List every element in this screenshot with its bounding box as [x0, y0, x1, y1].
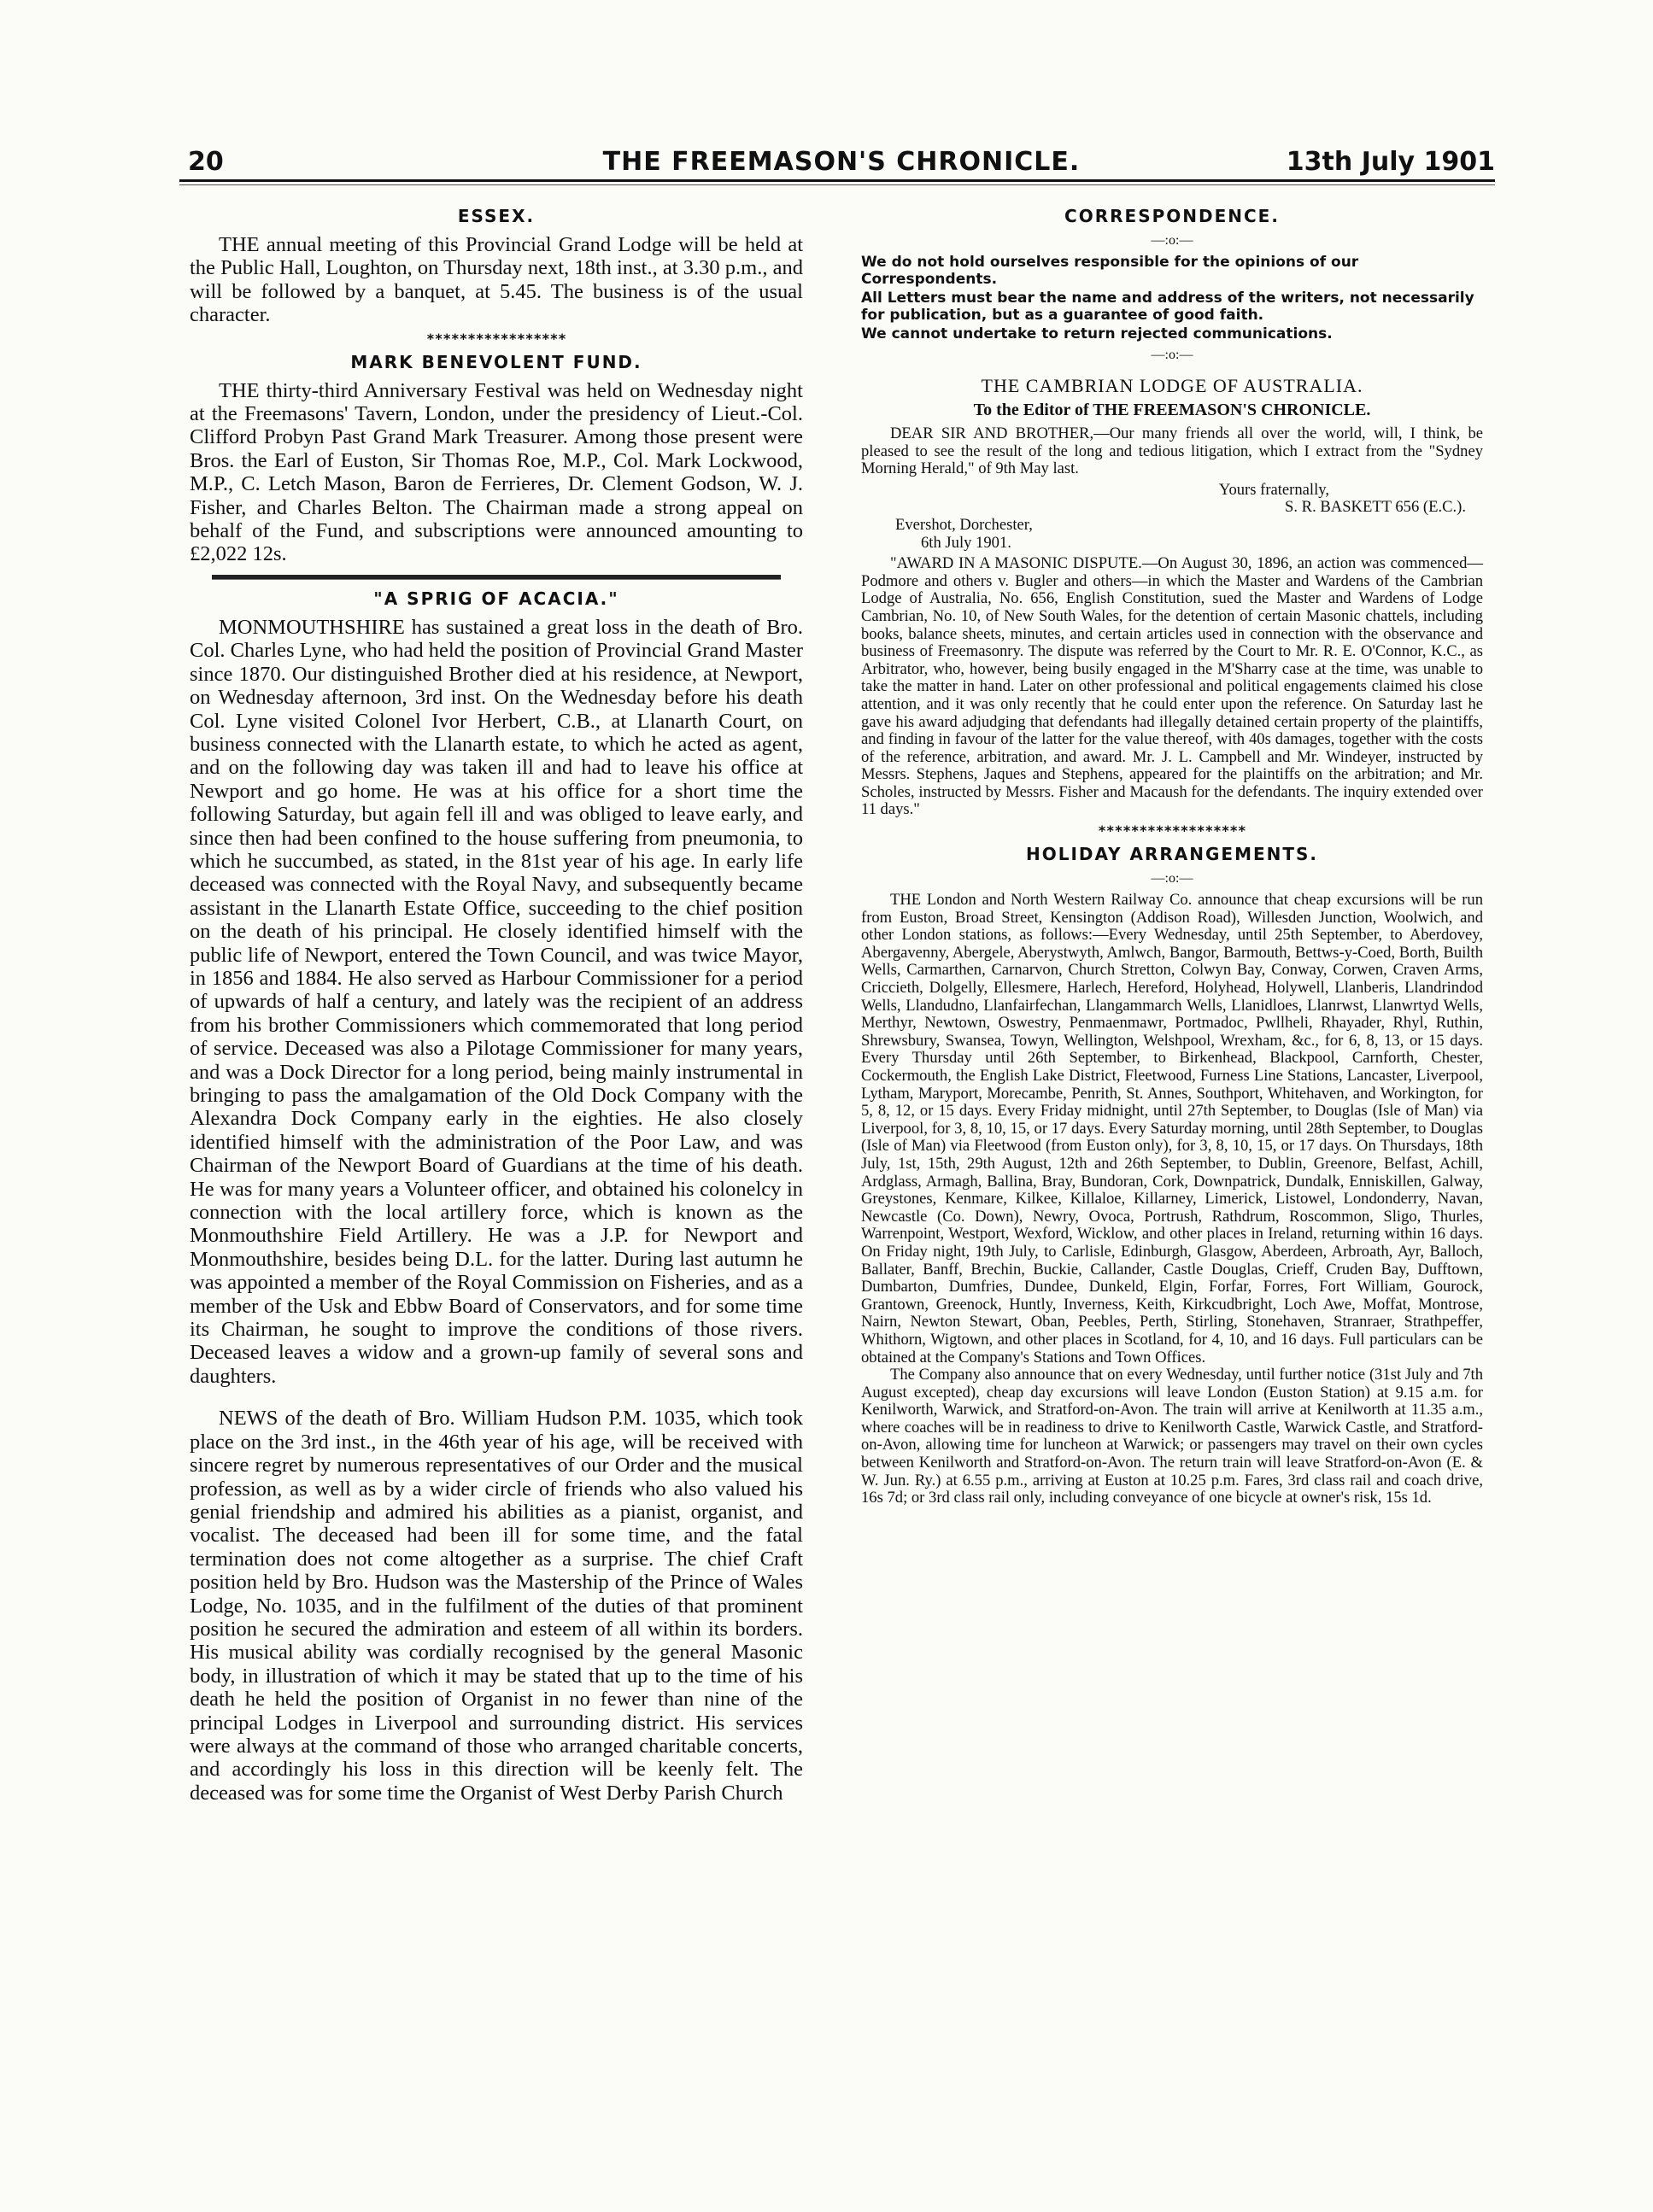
ornament-separator: —:o:— — [1151, 871, 1193, 887]
ornament-separator: —:o:— — [1151, 348, 1193, 362]
publication-title: THE FREEMASON'S CHRONICLE. — [602, 147, 1081, 177]
letter-addressee: To the Editor of THE FREEMASON'S CHRONICLE. — [973, 401, 1371, 419]
letter-title: THE CAMBRIAN LODGE OF AUSTRALIA. — [981, 375, 1363, 396]
letter-address: Evershot, Dorchester, — [895, 515, 1033, 534]
letter-salutation: DEAR SIR AND BROTHER,— — [890, 424, 1110, 442]
letter-date: 6th July 1901. — [921, 533, 1011, 552]
mark-fund-body: THE thirty-third Anniversary Festival was held on Wednesday night at the Freemasons' Tavern, London, under the presidency of Lieut.-Col. Clifford Probyn Past Grand Mark Treasurer. Among those present were Bros. the Earl of Euston, Sir Thomas Roe, M.P., Col. Mark Lockwood, M.P., C. Letch Mason, Baron de Ferrieres, Dr. Clement Godson, W. J. Fisher, and Charles Belton. The Chairman made a strong appeal on behalf of the Fund, and subscriptions were announced amounting to £2,022 12s. — [190, 378, 803, 566]
acacia-obituary-hudson: NEWS of the death of Bro. William Hudson P.M. 1035, which took place on the 3rd inst., in the 46th year of his age, will be received with sincere regret by numerous representatives of our Order and the musical profession, as well as by a wider circle of friends who also valued his genial friendship and admired his abilities as a pianist, organist, and vocalist. The deceased had been ill for some time, and the fatal termination does not come altogether as a surprise. The chief Craft position held by Bro. Hudson was the Mastership of the Prince of Wales Lodge, No. 1035, and in the fulfilment of the duties of that prominent position he secured the admiration and esteem of all within its borders. His musical ability was cordially recognised by the general Masonic body, in illustration of which it may be stated that up to the time of his death he held the position of Organist in no fewer than nine of the principal Lodges in Liverpool and surrounding district. His services were always at the command of those who arranged charitable concerts, and accordingly his loss in this direction will be keenly felt. The deceased was for some time the Organist of West Derby Parish Church — [190, 1407, 803, 1805]
ornament-separator: —:o:— — [1151, 233, 1193, 248]
holiday-day-excursions: The Company also announce that on every Wednesday, until further notice (31st July and 7th August excepted), cheap day excursions will leave London (Euston Station) at 9.15 a.m. for Kenilworth, Warwick, and Stratford-on-Avon. The train will arrive at Kenilworth at 11.35 a.m., where coaches will be in readiness to drive to Kenilworth Castle, Warwick Castle, and Stratford-on-Avon, allowing time for luncheon at Warwick; or passengers may travel on their own cycles between Kenilworth and Stratford-on-Avon. The return train will leave Stratford-on-Avon (E. & W. Jun. Ry.) at 6.55 p.m., arriving at Euston at 10.25 p.m. Fares, 3rd class rail and coach drive, 16s 7d; or 3rd class rail only, including conveyance of one bicycle at owner's risk, 15s 1d. — [861, 1366, 1483, 1507]
acacia-heading: "A SPRIG OF ACACIA." — [373, 588, 619, 609]
notice-letters: All Letters must bear the name and address of the writers, not necessarily for publication, but as a guarantee of good faith. — [861, 290, 1474, 324]
notice-rejected: We cannot undertake to return rejected communications. — [861, 325, 1333, 342]
page-number: 20 — [188, 147, 224, 177]
masthead — [188, 147, 1495, 181]
thick-divider — [212, 575, 781, 580]
issue-date: 13th July 1901 — [1286, 147, 1495, 177]
left-column — [190, 201, 803, 1805]
correspondence-heading: CORRESPONDENCE. — [1064, 206, 1280, 226]
mark-fund-heading: MARK BENEVOLENT FUND. — [350, 351, 642, 372]
notice-responsibility: We do not hold ourselves responsible for the opinions of our Correspondents. — [861, 254, 1359, 288]
holiday-excursions: THE London and North Western Railway Co. announce that cheap excursions will be run from Euston, Broad Street, Kensington (Addison Road), Willesden Junction, Woolwich, and other London stations, as follows:—Every Wednesday, until 25th September, to Aberdovey, Abergavenny, Abergele, Aberystwyth, Amlwch, Bangor, Barmouth, Bettws-y-Coed, Borth, Builth Wells, Carmarthen, Carnarvon, Church Stretton, Colwyn Bay, Conway, Corwen, Craven Arms, Criccieth, Dolgelly, Ellesmere, Harlech, Hereford, Holyhead, Holywell, Llanberis, Llandrindod Wells, Llandudno, Llanfairfechan, Llangammarch Wells, Llanidloes, Llanrwst, Llanwrtyd Wells, Merthyr, Newtown, Oswestry, Penmaenmawr, Portmadoc, Pwllheli, Rhayader, Rhyl, Ruthin, Shrewsbury, Swansea, Towyn, Wellington, Welshpool, Wrexham, &c., for 6, 8, 13, or 15 days. Every Thursday until 26th September, to Birkenhead, Blackpool, Carnforth, Chester, Cockermouth, the English Lake District, Fleetwood, Furness Line Stations, Lancaster, Liverpool, Lytham, Maryport, Morecambe, Penrith, St. Annes, Southport, Whitehaven, and Workington, for 5, 8, 12, or 15 days. Every Friday midnight, until 27th September, to Douglas (Isle of Man) via Liverpool, for 3, 8, 10, 15, or 17 days. Every Saturday morning, until 28th September, to Douglas (Isle of Man) via Fleetwood (from Euston only), for 3, 8, 10, 15, or 17 days. On Thursdays, 18th July, 1st, 15th, 29th August, 12th and 26th September, to Dublin, Greenore, Belfast, Achill, Ardglass, Armagh, Ballina, Bray, Bundoran, Cork, Downpatrick, Dundalk, Enniskillen, Galway, Greystones, Kenmare, Kilkee, Killaloe, Killarney, Limerick, Listowel, Londonderry, Navan, Newcastle (Co. Down), Newry, Ovoca, Portrush, Rathdrum, Roscommon, Sligo, Thurles, Warrenpoint, Westport, Wexford, Wicklow, and other places in Ireland, returning within 16 days. On Friday night, 19th July, to Carlisle, Edinburgh, Glasgow, Aberdeen, Arbroath, Ayr, Balloch, Ballater, Banff, Brechin, Buckie, Callander, Castle Douglas, Crieff, Cruden Bay, Dufftown, Dumbarton, Dumfries, Dundee, Dunkeld, Elgin, Forfar, Forres, Fort William, Gourock, Grantown, Greenock, Huntly, Inverness, Keith, Kirkcudbright, Loch Awe, Moffat, Montrose, Nairn, Newton Stewart, Oban, Peebles, Perth, Stirling, Stonehaven, Stranraer, Strathpeffer, Whithorn, Wigtown, and other places in Scotland, for 4, 10, and 16 days. Full particulars can be obtained at the Company's Stations and Town Offices. — [861, 891, 1483, 1366]
essex-body: THE annual meeting of this Provincial Grand Lodge will be held at the Public Hall, Loughton, on Thursday next, 18th inst., at 3.30 p.m., and will be followed by a banquet, at 5.45. The business is of the usual character. — [190, 233, 803, 327]
holiday-heading: HOLIDAY ARRANGEMENTS. — [1025, 844, 1319, 865]
header-rule-thin — [179, 184, 1495, 185]
right-column — [861, 201, 1483, 1507]
letter-closing: Yours fraternally, — [1218, 480, 1329, 499]
essex-heading: ESSEX. — [457, 206, 536, 226]
acacia-obituary-lyne: MONMOUTHSHIRE has sustained a great loss in the death of Bro. Col. Charles Lyne, who had held the position of Provincial Grand Master since 1870. Our distinguished Brother died at his residence, at Newport, on Wednesday afternoon, 3rd inst. On the Wednesday before his death Col. Lyne visited Colonel Ivor Herbert, C.B., at Llanarth Court, on business connected with the Llanarth estate, to which he acted as agent, and on the following day was taken ill and had to leave his office at Newport and go home. He was at his office for a short time the following Saturday, but again fell ill and was obliged to leave early, and since then had been confined to the house suffering from pneumonia, to which he succumbed, as stated, in the 81st year of his age. In early life deceased was connected with the Royal Navy, and subsequently became assistant in the Llanarth Estate Office, succeeding to the chief position on the death of his principal. He closely identified himself with the public life of Newport, entered the Town Council, and was twice Mayor, in 1856 and 1884. He also served as Harbour Commissioner for a period of upwards of half a century, and lately was the recipient of an address from his brother Commissioners which commemorated that long period of service. Deceased was also a Pilotage Commissioner for many years, and was a Dock Director for a long period, being mainly instrumental in bringing to pass the amalgamation of the Old Dock Company with the Alexandra Dock Company early in the eighties. He also closely identified himself with the administration of the Poor Law, and was Chairman of the Newport Board of Guardians at the time of his death. He was for many years a Volunteer officer, and obtained his colonelcy in connection with the local artillery force, which is known as the Monmouthshire Field Artillery. He was a J.P. for Newport and Monmouthshire, besides being D.L. for the latter. During last autumn he was appointed a member of the Royal Commission on Fisheries, and as a member of the Usk and Ebbw Board of Conservators, and for some time its Chairman, he sought to improve the conditions of those rivers. Deceased leaves a widow and a grown-up family of several sons and daughters. — [190, 615, 803, 1388]
letter-text: Our many friends all over the world, will, I think, be pleased to see the result of the long and tedious litigation, which I extract from the "Sydney Morning Herald," of 9th May last. — [861, 424, 1483, 478]
letter-quote: "AWARD IN A MASONIC DISPUTE.—On August 30, 1896, an action was commenced—Podmore and others v. Bugler and others—in which the Master and Wardens of the Cambrian Lodge of Australia, No. 656, English Constitution, sued the Master and Wardens of Lodge Cambrian, No. 10, of New South Wales, for the detention of certain Masonic chattels, including books, balance sheets, minutes, and certain articles used in connection with the observance and business of Freemasonry. The dispute was referred by the Court to Mr. R. E. O'Connor, K.C., as Arbitrator, who, however, being busily engaged in the M'Sharry case at the time, was unable to take the matter in hand. Later on other professional and political engagements claimed his close attention, and it was only recently that he could enter upon the reference. On Saturday last he gave his award adjudging that defendants had illegally detained certain property of the plaintiffs, and finding in favour of the latter for the value thereof, with 40s damages, together with the costs of the reference, arbitration, and award. Mr. J. L. Campbell and Mr. Windeyer, instructed by Messrs. Stephens, Jaques and Stephens, appeared for the plaintiffs on the arbitration; and Mr. Scholes, instructed by Messrs. Fisher and Macaush for the defendants. The inquiry extended over 11 days." — [861, 554, 1483, 819]
header-rule — [179, 179, 1495, 182]
section-divider-stars: ***************** — [426, 330, 566, 347]
letter-signature: S. R. BASKETT 656 (E.C.). — [1285, 498, 1466, 517]
section-divider-stars: ****************** — [1098, 822, 1246, 840]
letter-body — [861, 425, 1483, 478]
